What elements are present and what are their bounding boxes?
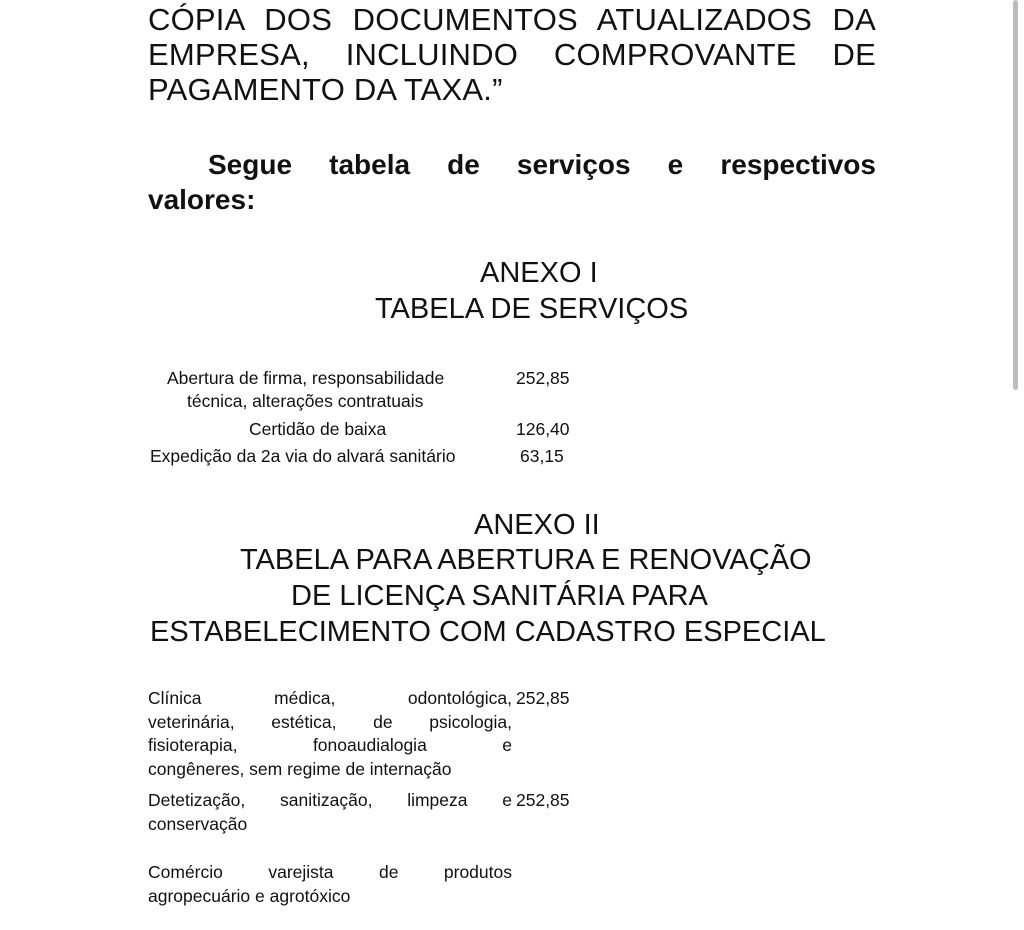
quote-line: PAGAMENTO DA TAXA.” — [148, 72, 503, 107]
quoted-paragraph — [148, 2, 876, 107]
annex2-row-line: Detetização, sanitização, limpeza e — [148, 790, 512, 810]
annex1-row-value: 252,85 — [516, 368, 570, 388]
annex1-row-desc: Abertura de firma, responsabilidade — [167, 368, 445, 388]
annex1-row-desc: técnica, alterações contratuais — [187, 391, 424, 411]
annex2-subtitle-line: DE LICENÇA SANITÁRIA PARA — [291, 580, 708, 612]
annex2-row-value: 252,85 — [516, 688, 570, 708]
annex1-subtitle: TABELA DE SERVIÇOS — [375, 293, 689, 325]
quote-line: EMPRESA, INCLUINDO COMPROVANTE DE — [148, 37, 876, 72]
annex2-row-line: fisioterapia, fonoaudialogia e — [148, 735, 512, 755]
annex2-row-line: conservação — [148, 813, 248, 834]
intro-line: Segue tabela de serviços e respectivos — [208, 149, 876, 180]
annex2-row-line: Comércio varejista de produtos — [148, 862, 512, 882]
annex1-row-value: 63,15 — [520, 446, 564, 466]
annex2-row-line: congêneres, sem regime de internação — [148, 758, 452, 779]
annex2-row-line: veterinária, estética, de psicologia, — [148, 711, 512, 732]
annex1-row-value: 126,40 — [516, 419, 570, 439]
annex2-row-line: agropecuário e agrotóxico — [148, 885, 351, 906]
vertical-scrollbar[interactable] — [1013, 0, 1018, 390]
annex2-title: ANEXO II — [474, 509, 600, 541]
annex2-row-line: Clínica médica, odontológica, — [148, 688, 512, 708]
annex2-row-value: 252,85 — [516, 790, 570, 810]
annex2-subtitle-line: ESTABELECIMENTO COM CADASTRO ESPECIAL — [150, 616, 826, 648]
annex1-title: ANEXO I — [480, 257, 598, 289]
annex1-row-desc: Certidão de baixa — [249, 419, 387, 439]
annex2-subtitle-line: TABELA PARA ABERTURA E RENOVAÇÃO — [240, 544, 812, 576]
annex2-row-desc — [148, 861, 512, 908]
quote-line: CÓPIA DOS DOCUMENTOS ATUALIZADOS DA — [148, 2, 876, 37]
annex2-row-desc — [148, 687, 512, 781]
intro-paragraph — [148, 147, 876, 217]
intro-line: valores: — [148, 184, 256, 215]
annex2-row-desc — [148, 789, 512, 836]
annex1-row-desc: Expedição da 2a via do alvará sanitário — [150, 446, 456, 466]
